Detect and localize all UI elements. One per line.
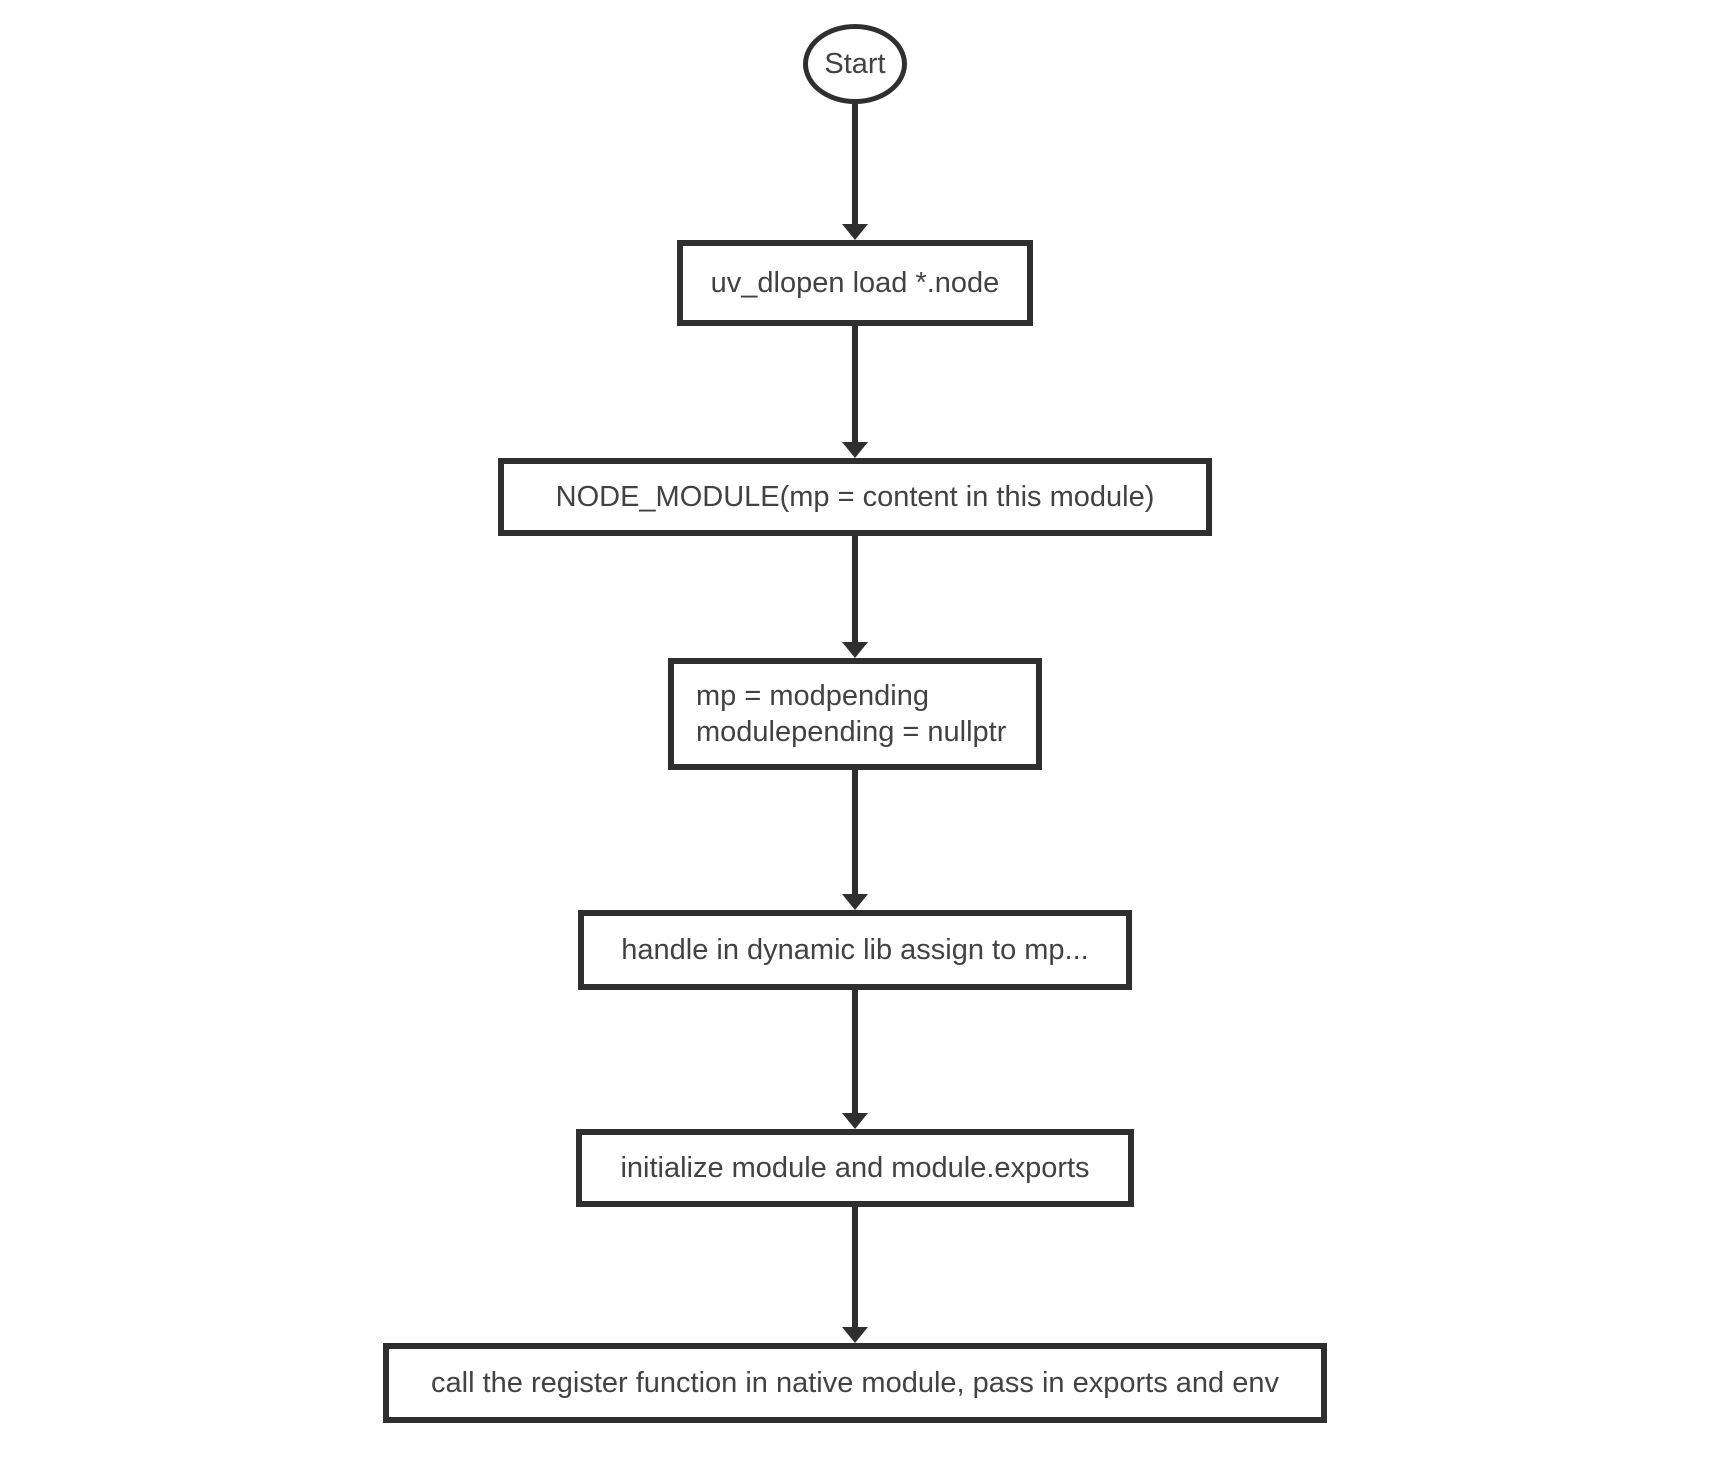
arrowhead-down-icon <box>842 224 868 240</box>
arrowhead-down-icon <box>842 1113 868 1129</box>
flow-arrow <box>842 988 868 1129</box>
node-label: handle in dynamic lib assign to mp... <box>621 933 1089 966</box>
node-label: Start <box>824 47 886 80</box>
node-label: NODE_MODULE(mp = content in this module) <box>555 480 1155 513</box>
node-label: uv_dlopen load *.node <box>710 266 1000 299</box>
flow-arrow <box>842 768 868 910</box>
flowchart-node-call-register <box>383 1343 1327 1423</box>
flowchart-node-node-module <box>498 458 1212 536</box>
arrow-shaft <box>852 534 858 642</box>
flowchart-node-assign-mp <box>668 658 1042 770</box>
arrowhead-down-icon <box>842 894 868 910</box>
flow-arrow <box>842 534 868 658</box>
node-label-line: modulepending = nullptr <box>696 716 1007 748</box>
arrow-shaft <box>852 988 858 1113</box>
flowchart-node-uv-dlopen <box>677 240 1033 326</box>
arrowhead-down-icon <box>842 1327 868 1343</box>
flow-arrow <box>842 103 868 240</box>
arrow-shaft <box>852 324 858 442</box>
node-label: call the register function in native module, pass in exports and env <box>431 1366 1279 1399</box>
node-label-line: mp = modpending <box>696 679 929 712</box>
node-label: initialize module and module.exports <box>620 1151 1090 1184</box>
node-label <box>696 678 1006 751</box>
flowchart-node-start <box>803 24 907 104</box>
arrow-shaft <box>852 768 858 894</box>
arrow-shaft <box>852 1205 858 1327</box>
flowchart-node-handle-lib <box>578 910 1132 990</box>
flowchart-node-init-module <box>576 1129 1134 1207</box>
flow-arrow <box>842 1205 868 1343</box>
arrow-shaft <box>852 103 858 224</box>
flow-arrow <box>842 324 868 458</box>
arrowhead-down-icon <box>842 442 868 458</box>
arrowhead-down-icon <box>842 642 868 658</box>
